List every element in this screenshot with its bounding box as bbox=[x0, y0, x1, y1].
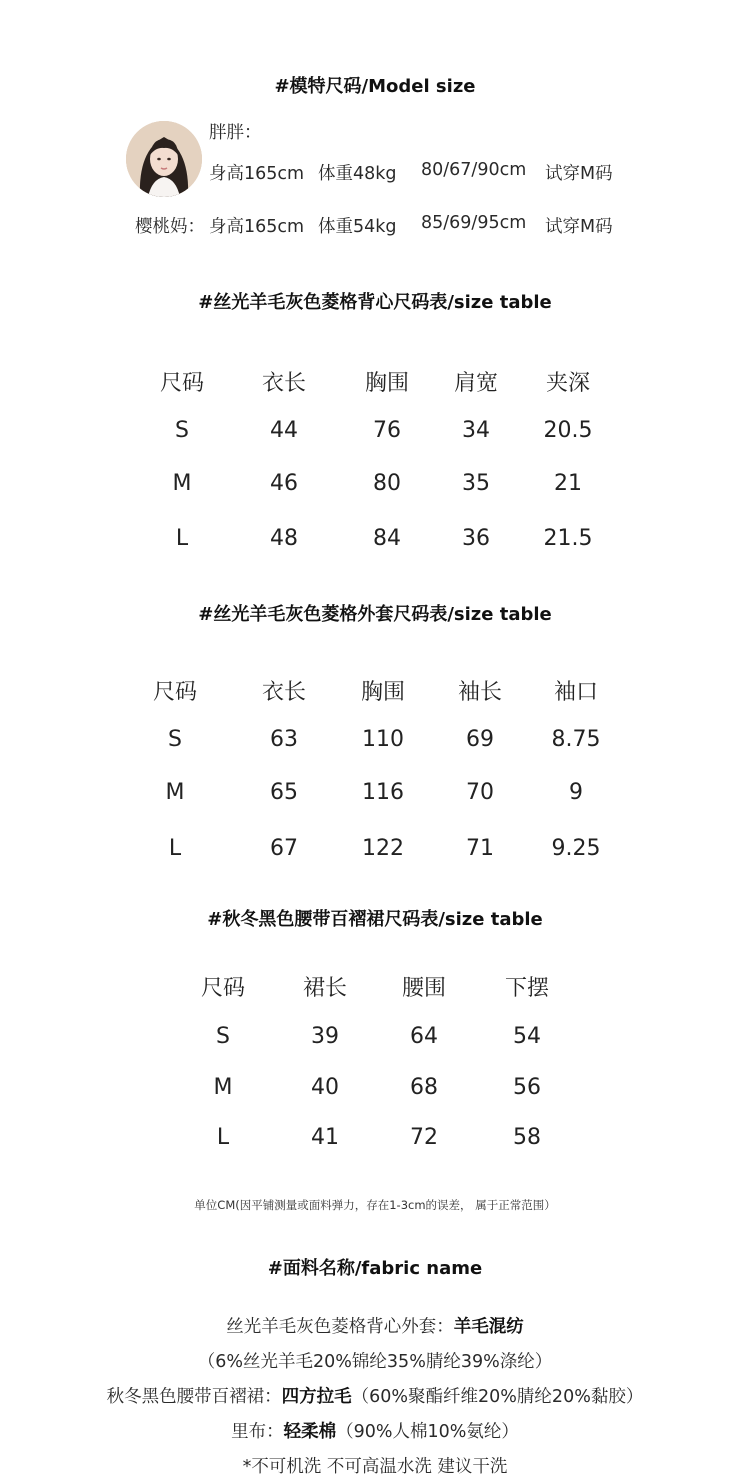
size-cell: S bbox=[216, 1024, 230, 1049]
model-avatar bbox=[126, 121, 202, 197]
value-cell: 116 bbox=[362, 780, 404, 805]
skirt-header-cell: 尺码 bbox=[200, 976, 246, 1001]
fabric-type: 四方拉毛 bbox=[281, 1387, 352, 1407]
value-cell: 8.75 bbox=[551, 727, 601, 752]
vest-header-cell: 肩宽 bbox=[453, 371, 499, 396]
model2-weight: 体重54kg bbox=[318, 217, 397, 237]
fabric-composition-vest-coat: （6%丝光羊毛20%锦纶35%腈纶39%涤纶） bbox=[197, 1352, 553, 1372]
value-cell: 65 bbox=[270, 780, 298, 805]
skirt-header-cell: 裙长 bbox=[302, 976, 348, 1001]
value-cell: 110 bbox=[362, 727, 404, 752]
size-cell: M bbox=[165, 780, 185, 805]
model1-weight: 体重48kg bbox=[318, 164, 397, 184]
model1-name: 胖胖： bbox=[209, 123, 262, 143]
value-cell: 64 bbox=[410, 1024, 438, 1049]
fabric-composition: （90%人棉10%氨纶） bbox=[336, 1422, 519, 1442]
fabric-type: 羊毛混纺 bbox=[453, 1317, 524, 1337]
skirt-header-cell: 腰围 bbox=[401, 976, 447, 1001]
fabric-line-vest-coat bbox=[0, 1313, 750, 1338]
size-cell: S bbox=[168, 727, 182, 752]
coat-size-heading: #丝光羊毛灰色菱格外套尺码表/size table bbox=[198, 604, 552, 625]
fabric-heading: #面料名称/fabric name bbox=[267, 1258, 483, 1279]
value-cell: 84 bbox=[373, 526, 401, 551]
value-cell: 71 bbox=[466, 836, 494, 861]
fabric-type: 轻柔棉 bbox=[283, 1422, 337, 1442]
fabric-line-lining bbox=[0, 1418, 750, 1443]
model2-name: 樱桃妈： bbox=[135, 217, 205, 237]
value-cell: 72 bbox=[410, 1125, 438, 1150]
model2-measurements: 85/69/95cm bbox=[421, 213, 527, 233]
value-cell: 44 bbox=[270, 418, 298, 443]
fabric-line-skirt bbox=[0, 1383, 750, 1408]
value-cell: 122 bbox=[362, 836, 404, 861]
skirt-header-cell: 下摆 bbox=[504, 976, 550, 1001]
size-cell: S bbox=[175, 418, 189, 443]
coat-header-cell: 袖长 bbox=[457, 680, 503, 705]
value-cell: 48 bbox=[270, 526, 298, 551]
vest-header-cell: 胸围 bbox=[364, 371, 410, 396]
value-cell: 39 bbox=[311, 1024, 339, 1049]
value-cell: 41 bbox=[311, 1125, 339, 1150]
value-cell: 21.5 bbox=[543, 526, 593, 551]
coat-header-cell: 袖口 bbox=[553, 680, 599, 705]
coat-header-cell: 胸围 bbox=[360, 680, 406, 705]
value-cell: 9.25 bbox=[551, 836, 601, 861]
value-cell: 54 bbox=[513, 1024, 541, 1049]
value-cell: 69 bbox=[466, 727, 494, 752]
size-cell: L bbox=[168, 836, 182, 861]
value-cell: 21 bbox=[554, 471, 582, 496]
value-cell: 68 bbox=[410, 1075, 438, 1100]
value-cell: 20.5 bbox=[543, 418, 593, 443]
model-size-heading: #模特尺码/Model size bbox=[274, 76, 476, 97]
vest-header-cell: 衣长 bbox=[261, 371, 307, 396]
model1-measurements: 80/67/90cm bbox=[421, 160, 527, 180]
skirt-size-heading: #秋冬黑色腰带百褶裙尺码表/size table bbox=[207, 909, 543, 930]
fabric-item-label: 里布： bbox=[231, 1422, 284, 1442]
value-cell: 58 bbox=[513, 1125, 541, 1150]
coat-header-cell: 尺码 bbox=[152, 680, 198, 705]
value-cell: 76 bbox=[373, 418, 401, 443]
value-cell: 34 bbox=[462, 418, 490, 443]
model2-try-size: 试穿M码 bbox=[545, 217, 613, 237]
vest-header-cell: 夹深 bbox=[545, 371, 591, 396]
value-cell: 63 bbox=[270, 727, 298, 752]
value-cell: 35 bbox=[462, 471, 490, 496]
model1-try-size: 试穿M码 bbox=[545, 164, 613, 184]
fabric-composition: （60%聚酯纤维20%腈纶20%黏胶） bbox=[351, 1387, 644, 1407]
value-cell: 70 bbox=[466, 780, 494, 805]
size-cell: L bbox=[216, 1125, 230, 1150]
vest-header-cell: 尺码 bbox=[159, 371, 205, 396]
fabric-item-label: 丝光羊毛灰色菱格背心外套： bbox=[226, 1317, 454, 1337]
value-cell: 46 bbox=[270, 471, 298, 496]
model1-height: 身高165cm bbox=[209, 164, 305, 184]
size-cell: L bbox=[175, 526, 189, 551]
vest-size-heading: #丝光羊毛灰色菱格背心尺码表/size table bbox=[198, 292, 552, 313]
size-cell: M bbox=[213, 1075, 233, 1100]
model2-height: 身高165cm bbox=[209, 217, 305, 237]
value-cell: 36 bbox=[462, 526, 490, 551]
care-instructions: *不可机洗 不可高温水洗 建议干洗 bbox=[242, 1457, 508, 1477]
value-cell: 9 bbox=[569, 780, 583, 805]
fabric-item-label: 秋冬黑色腰带百褶裙： bbox=[106, 1387, 282, 1407]
value-cell: 40 bbox=[311, 1075, 339, 1100]
model-photo-icon bbox=[126, 121, 202, 197]
value-cell: 80 bbox=[373, 471, 401, 496]
value-cell: 56 bbox=[513, 1075, 541, 1100]
coat-header-cell: 衣长 bbox=[261, 680, 307, 705]
value-cell: 67 bbox=[270, 836, 298, 861]
size-cell: M bbox=[172, 471, 192, 496]
measurement-note: 单位CM(因平铺测量或面料弹力，存在1-3cm的误差， 属于正常范围） bbox=[194, 1198, 556, 1212]
